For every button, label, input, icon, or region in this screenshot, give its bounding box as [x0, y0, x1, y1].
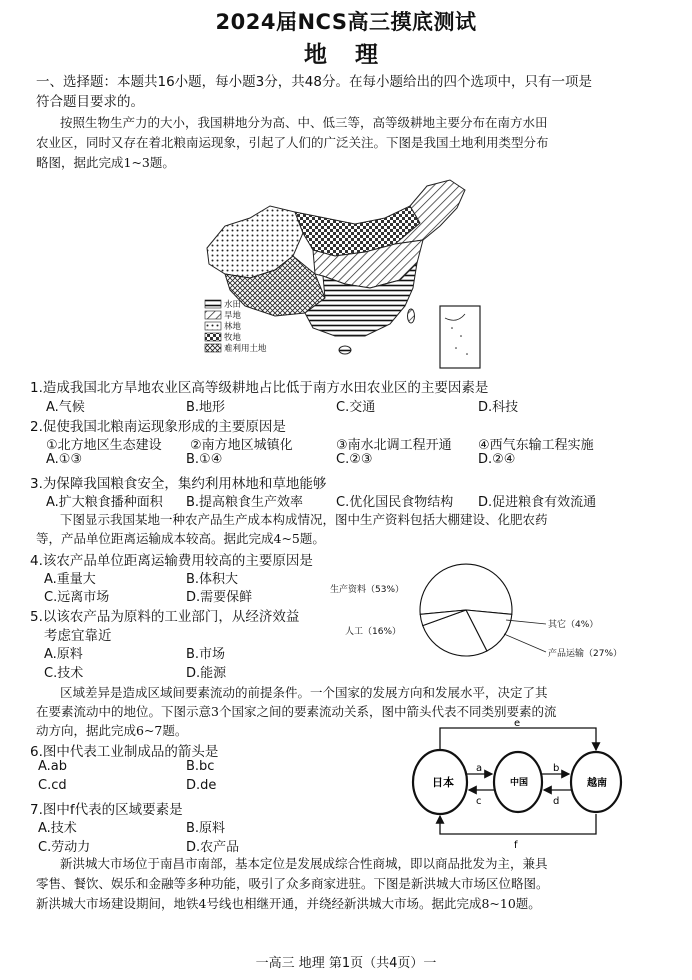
q3-option-b[interactable]: B.提高粮食生产效率 [186, 495, 304, 510]
q6-option-d[interactable]: D.de [186, 778, 217, 793]
arrow-label-b: b [553, 763, 560, 774]
q5-stem: 5.以该农产品为原料的工业部门，从经济效益 [30, 609, 300, 625]
legend-pasture: 牧地 [224, 333, 242, 343]
q4-stem: 4.该农产品单位距离运输费用较高的主要原因是 [30, 553, 313, 569]
node-label-japan: 日本 [432, 776, 454, 789]
q2-option-c[interactable]: C.②③ [336, 452, 373, 467]
legend-paddy: 水田 [224, 300, 242, 310]
q7-option-a[interactable]: A.技术 [38, 821, 77, 836]
pie-label-other: 其它（4%） [548, 620, 599, 630]
q7-option-c[interactable]: C.劳动力 [38, 840, 91, 855]
q6-stem: 6.图中代表工业制成品的箭头是 [30, 744, 219, 760]
intro1-line1: 按照生物生产力的大小，我国耕地分为高、中、低三等，高等级耕地主要分布在南方水田 [60, 115, 548, 130]
q7-option-d[interactable]: D.农产品 [186, 840, 240, 855]
arrow-label-f: f [514, 840, 518, 850]
intro3-line3: 动方向，据此完成6~7题。 [36, 723, 188, 738]
q3-option-c[interactable]: C.优化国民食物结构 [336, 495, 454, 510]
q1-option-d[interactable]: D.科技 [478, 400, 519, 415]
q6-option-a[interactable]: A.ab [38, 759, 68, 774]
q6-option-c[interactable]: C.cd [38, 778, 67, 793]
q1-option-c[interactable]: C.交通 [336, 400, 376, 415]
q5-stem-cont: 考虑宜靠近 [44, 628, 112, 644]
pie-leader-lines [500, 600, 560, 660]
q2-stem: 2.促使我国北粮南运现象形成的主要原因是 [30, 419, 286, 435]
node-label-china: 中国 [510, 778, 529, 788]
q2-option-a[interactable]: A.①③ [46, 452, 83, 467]
section-heading-cont: 符合题目要求的。 [36, 94, 144, 110]
q5-option-d[interactable]: D.能源 [186, 666, 227, 681]
q1-option-a[interactable]: A.气候 [46, 400, 85, 415]
pie-label-transport: 产品运输（27%） [548, 649, 623, 659]
q2-option-b[interactable]: B.①④ [186, 452, 223, 467]
q4-option-d[interactable]: D.需要保鲜 [186, 590, 253, 605]
q7-stem: 7.图中f代表的区域要素是 [30, 802, 183, 818]
legend-forest: 林地 [224, 322, 242, 332]
q2-statement-2: ②南方地区城镇化 [190, 438, 293, 453]
section-heading: 一、选择题：本题共16小题，每小题3分，共48分。在每小题给出的四个选项中，只有一项是 [36, 74, 592, 90]
element-flow-diagram [410, 718, 625, 850]
exam-title: 2024届NCS高三摸底测试 [215, 10, 477, 34]
intro2-line2: 等，产品单位距离运输成本较高。据此完成4~5题。 [36, 531, 325, 546]
pie-label-labor: 人工（16%） [345, 627, 402, 637]
legend-dryland: 旱地 [224, 311, 242, 321]
arrow-f [440, 814, 596, 834]
q2-statement-4: ④西气东输工程实施 [478, 438, 594, 453]
page-footer: 一高三 地理 第1页（共4页）一 [255, 956, 437, 971]
intro2-line1: 下图显示我国某地一种农产品生产成本构成情况，图中生产资料包括大棚建设、化肥农药 [60, 512, 548, 527]
q5-option-b[interactable]: B.市场 [186, 647, 226, 662]
pie-label-materials: 生产资料（53%） [330, 585, 405, 595]
arrow-e [440, 728, 596, 750]
arrow-label-a: a [476, 763, 483, 774]
arrow-label-e: e [514, 718, 521, 729]
q5-option-a[interactable]: A.原料 [44, 647, 83, 662]
q3-option-a[interactable]: A.扩大粮食播种面积 [46, 495, 163, 510]
q4-option-a[interactable]: A.重量大 [44, 572, 96, 587]
q2-statement-3: ③南水北调工程开通 [336, 438, 452, 453]
q3-option-d[interactable]: D.促进粮食有效流通 [478, 495, 597, 510]
intro4-line3: 新洪城大市场建设期间，地铁4号线也相继开通，并绕经新洪城大市场。据此完成8~10题。 [36, 896, 541, 911]
q5-option-c[interactable]: C.技术 [44, 666, 84, 681]
intro3-line2: 在要素流动中的地位。下图示意3个国家之间的要素流动关系，图中箭头代表不同类别要素的流 [36, 704, 557, 719]
q2-statement-1: ①北方地区生态建设 [46, 438, 162, 453]
arrow-label-d: d [553, 796, 560, 807]
q3-stem: 3.为保障我国粮食安全，集约利用林地和草地能够 [30, 476, 327, 492]
intro1-line3: 略图，据此完成1~3题。 [36, 155, 175, 170]
q6-option-b[interactable]: B.bc [186, 759, 215, 774]
q4-option-c[interactable]: C.远离市场 [44, 590, 110, 605]
q7-option-b[interactable]: B.原料 [186, 821, 226, 836]
subject-title: 地 理 [303, 42, 388, 68]
intro4-line2: 零售、餐饮、娱乐和金融等多种功能，吸引了众多商家进驻。下图是新洪城大市场区位略图。 [36, 876, 549, 891]
q1-stem: 1.造成我国北方旱地农业区高等级耕地占比低于南方水田农业区的主要因素是 [30, 380, 489, 396]
intro4-line1: 新洪城大市场位于南昌市南部，基本定位是发展成综合性商城，即以商品批发为主，兼具 [60, 856, 548, 871]
intro1-line2: 农业区，同时又存在着北粮南运现象，引起了人们的广泛关注。下图是我国土地利用类型分布 [36, 135, 549, 150]
pie-slice-1 [420, 564, 512, 614]
q1-option-b[interactable]: B.地形 [186, 400, 226, 415]
legend-barren: 难利用土地 [224, 344, 267, 354]
q4-option-b[interactable]: B.体积大 [186, 572, 239, 587]
q2-option-d[interactable]: D.②④ [478, 452, 516, 467]
arrow-label-c: c [476, 796, 482, 807]
node-label-vietnam: 越南 [587, 778, 607, 789]
intro3-line1: 区域差异是造成区域间要素流动的前提条件。一个国家的发展方向和发展水平，决定了其 [60, 685, 548, 700]
